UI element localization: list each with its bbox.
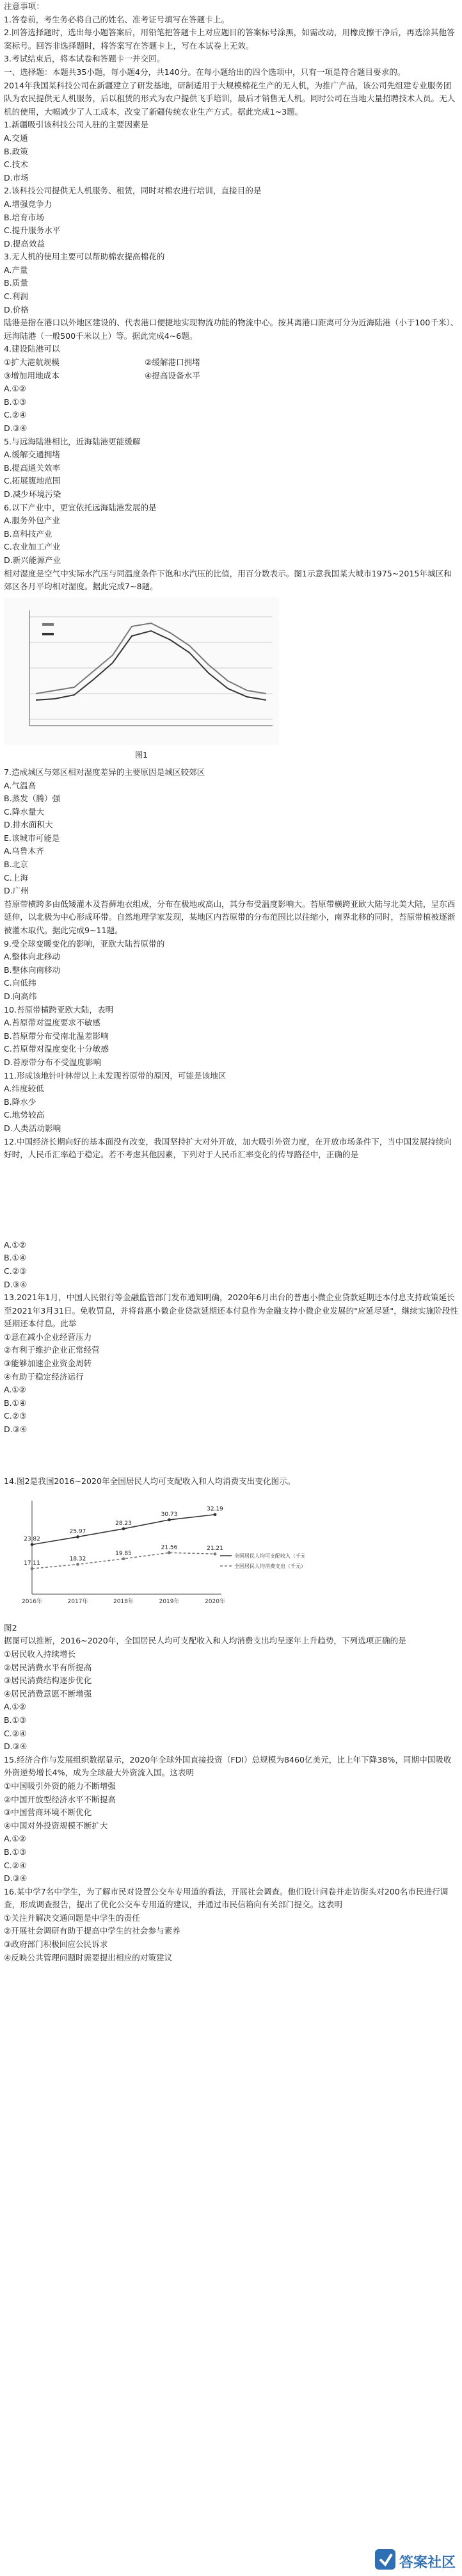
q4-choice-item: ③增加用地成本: [4, 370, 60, 380]
data-label: 21.56: [161, 1544, 178, 1551]
x-tick-label: 2017年: [67, 1599, 88, 1606]
figure-1-caption: 图1: [135, 751, 148, 760]
q4-choice-item: ②缓解港口拥堵: [145, 357, 200, 368]
q5-option: C.拓展腹地范围: [4, 476, 61, 486]
q10-stem: 10.苔原带横跨亚欧大陆，表明: [4, 1004, 114, 1015]
exam-page: [4, 0, 459, 1964]
data-point: [31, 1543, 34, 1546]
q14-option: D.③④: [4, 1741, 28, 1752]
q14-choice: ②居民消费水平有所提高: [4, 1662, 92, 1672]
q2-option: C.提升服务水平: [4, 225, 61, 236]
q14-rest: 据图可以推断，2016~2020年，全国居民人均可支配收入和人均消费支出均呈逐年上升趋势，下列选项正确的是: [4, 1636, 406, 1646]
q2-stem: 2.该科技公司提供无人机服务、租赁，同时对棉农进行培训，直接目的是: [4, 186, 262, 196]
figure-1: [4, 598, 459, 762]
q7-option: B.蒸发（腾）强: [4, 794, 61, 804]
data-label: 32.19: [207, 1506, 223, 1513]
x-tick-label: 2019年: [159, 1599, 180, 1606]
q14-choice: ①居民收入持续增长: [4, 1649, 76, 1659]
q4-option: B.①③: [4, 396, 27, 407]
q2-option: D.提高效益: [4, 238, 45, 249]
data-label: 17.11: [24, 1560, 40, 1567]
q4-option: A.①②: [4, 384, 26, 394]
q11-option: A.纬度较低: [4, 1084, 44, 1094]
q4-choice: [4, 356, 459, 370]
q7-stem: 7.造成城区与郊区相对湿度差异的主要原因是城区较郊区: [4, 767, 205, 777]
x-tick-label: 2018年: [113, 1599, 134, 1606]
q13-option: D.③④: [4, 1424, 28, 1435]
q2-option: B.培育市场: [4, 212, 45, 222]
q13-choice: ③能够加速企业资金周转: [4, 1358, 92, 1369]
q5-option: A.缓解交通拥堵: [4, 450, 60, 460]
q5-option: B.提高通关效率: [4, 462, 61, 473]
q2-option: A.增强竞争力: [4, 199, 52, 209]
q1-option: A.交通: [4, 133, 28, 143]
data-point: [122, 1528, 125, 1531]
q16-choice: ③政府部门积极回应公民诉求: [4, 1939, 108, 1950]
data-point: [122, 1558, 125, 1561]
notice-title: 注意事项：: [4, 1, 44, 11]
legend-label: 全国居民人均可支配收入（千元）: [234, 1553, 305, 1560]
q15-choice: ③中国营商环境不断优化: [4, 1807, 92, 1818]
q11-option: B.降水少: [4, 1096, 36, 1107]
q15-stem: 15.经济合作与发展组织数据显示，2020年全球外国直接投资（FDI）总规模为8460亿美元，比上年下降38%，同期中国吸收外资逆势增长4%，成为全球最大外资流入国。这表明: [4, 1754, 452, 1778]
data-label: 19.85: [115, 1551, 132, 1558]
data-point: [76, 1563, 79, 1566]
income-consumption-chart: [4, 1492, 305, 1613]
passage-3: 相对湿度是空气中实际水汽压与同温度条件下饱和水汽压的比值，用百分数表示。图1示意我国某大城市1975~2015年城区和郊区各月平均相对湿度。据此完成7~8题。: [4, 568, 452, 592]
x-tick-label: 2020年: [205, 1599, 225, 1606]
q15-option: C.②④: [4, 1860, 27, 1870]
q9-option: C.向低纬: [4, 978, 36, 988]
data-label: 25.97: [69, 1528, 86, 1535]
q4-choice-item: ④提高设备水平: [145, 370, 200, 380]
q4-choice-item: ①扩大港航规模: [4, 357, 60, 368]
q13-choice: ①意在减小企业经营压力: [4, 1332, 92, 1342]
q6-option: B.高科技产业: [4, 528, 52, 539]
q10-option: A.苔原带对温度要求不敏感: [4, 1018, 100, 1028]
q10-option: D.苔原带分布不受温度影响: [4, 1057, 102, 1067]
data-point: [214, 1553, 217, 1556]
q14-choice: ④居民消费意愿不断增强: [4, 1688, 92, 1699]
passage-6: 13.2021年1月，中国人民银行等金融监管部门发布通知明确，2020年6月出台的普惠小微企业贷款延期还本付息支持政策延长至2021年3月31日。免收罚息，并将普惠小微企业贷款延期还本付息作为金融支持小微企业发展的"应延尽延"，继续实施阶段性延期还本付息。此举: [4, 1292, 458, 1329]
q4-option: C.②④: [4, 410, 27, 420]
passage-2: 陆港是指在港口以外地区建设的、代表港口便捷地实现物流功能的物流中心。按其离港口距离可分为近海陆港（小于100千米）、远海陆港（一般500千米以上）等。据此完成4~6题。: [4, 318, 459, 341]
q8-option: A.乌鲁木齐: [4, 846, 44, 856]
q1-option: D.市场: [4, 172, 29, 183]
data-point: [168, 1551, 171, 1554]
data-label: 30.73: [161, 1512, 178, 1519]
watermark-text: 答案社区: [399, 2555, 456, 2571]
q16-stem: 16.某中学7名中学生，为了解市民对设置公交车专用道的看法，开展社会调查。他们设计问卷并走访街头对200名市民进行调查，形成调查报告，提出了优化公交车专用道的建议，并通过市民信箱向有关部门提交。这表明: [4, 1886, 449, 1910]
q12-option: A.①②: [4, 1239, 26, 1250]
q7-option: D.排水面积大: [4, 820, 53, 830]
q1-option: C.技术: [4, 159, 28, 170]
q12-option: C.②③: [4, 1266, 27, 1276]
legend-label: 全国居民人均消费支出（千元）: [234, 1563, 305, 1570]
q3-option: C.利润: [4, 291, 28, 302]
q10-option: C.苔原带对温度变化十分敏感: [4, 1044, 109, 1054]
notice-2: 2.回答选择题时，选出每小题答案后，用铅笔把答题卡上对应题目的答案标号涂黑，如需改动，用橡皮擦干净后，再选涂其他答案标号。回答非选择题时，将答案写在答题卡上，写在本试卷上无效。: [4, 28, 455, 51]
q8-option: B.北京: [4, 860, 28, 870]
q11-option: C.地势较高: [4, 1110, 45, 1120]
q7-option: C.降水量大: [4, 806, 45, 817]
q7-option: A.气温高: [4, 780, 36, 790]
data-point: [214, 1513, 217, 1517]
data-label: 28.23: [115, 1520, 132, 1528]
watermark-logo: [375, 2545, 458, 2573]
q14-option: B.①③: [4, 1715, 27, 1725]
q6-option: C.农业加工产业: [4, 542, 61, 552]
section1-intro: 一、选择题：本题共35小题，每小题4分，共140分。在每小题给出的四个选项中，只有一项是符合题目要求的。: [4, 67, 406, 77]
q6-option: D.新兴能源产业: [4, 555, 61, 565]
q14-choice: ③居民消费结构逐步优化: [4, 1675, 92, 1686]
q15-option: A.①②: [4, 1834, 26, 1844]
data-label: 21.21: [207, 1545, 223, 1553]
data-label: 23.82: [24, 1536, 40, 1543]
data-point: [76, 1535, 79, 1538]
q4-stem: 4.建设陆港可以: [4, 344, 60, 354]
q4-option: D.③④: [4, 423, 28, 433]
q16-choice: ④反映公共管理问题时需要提出相应的对策建议: [4, 1952, 173, 1962]
notice-3: 3.考试结束后，将本试卷和答题卡一并交回。: [4, 54, 165, 64]
q15-choice: ②中国开放型经济水平不断提高: [4, 1794, 116, 1804]
q5-option: D.减少环境污染: [4, 489, 61, 499]
figure-2-caption: 图2: [4, 1622, 17, 1633]
q9-option: B.整体向南移动: [4, 965, 61, 975]
q3-option: D.价格: [4, 304, 29, 314]
passage-5: 12.中国经济长期向好的基本面没有改变，我国坚持扩大对外开放，加大吸引外资力度，在开放市场条件下，当中国发展持续向好时，人民币汇率趋于稳定。若不考虑其他因素，下列对于人民币汇率变化的传导路径中，正确的是: [4, 1136, 452, 1160]
q13-option: C.②③: [4, 1411, 27, 1421]
q14-stem: 14.图2是我国2016~2020年全国居民人均可支配收入和人均消费支出变化图示。: [4, 1476, 296, 1486]
q15-choice: ①中国吸引外资的能力不断增强: [4, 1781, 116, 1791]
x-tick-label: 2016年: [22, 1599, 42, 1606]
q16-choice: ①关注并解决交通问题是中学生的责任: [4, 1912, 140, 1923]
q6-stem: 6.以下产业中，更宜依托远海陆港发展的是: [4, 502, 157, 512]
q15-option: D.③④: [4, 1873, 28, 1884]
data-point: [168, 1519, 171, 1522]
q14-option: A.①②: [4, 1702, 26, 1712]
passage-4: 苔原带横跨多由低矮灌木及苔藓地衣组成，分布在极地或高山，其分布受温度影响大。苔原带横跨亚欧大陆与北美大陆，呈东西延伸，以北极为中心形成环带。自然地理学家发现，某地区内苔原带的分布范围比以往缩小，南界北移的同时，苔原带植被逐渐被灌木取代。据此完成9~11题。: [4, 899, 456, 936]
q13-choice: ②有利于维护企业正常经营: [4, 1345, 100, 1355]
q9-option: D.向高纬: [4, 991, 37, 1001]
q1-stem: 1.新疆吸引该科技公司人驻的主要因素是: [4, 120, 149, 130]
q8-option: D.广州: [4, 886, 29, 896]
q10-option: B.苔原带分布受南北温差影响: [4, 1031, 109, 1041]
q9-stem: 9.受全球变暖变化的影响，亚欧大陆苔原带的: [4, 938, 165, 949]
q12-option: B.①④: [4, 1253, 27, 1263]
q3-stem: 3.无人机的使用主要可以帮助棉农提高棉花的: [4, 252, 165, 262]
q9-option: A.整体向北移动: [4, 952, 60, 962]
q11-stem: 11.形成该地针叶林带以上未发现苔原带的原因，可能是该地区: [4, 1070, 227, 1080]
q13-choice: ④有助于稳定经济运行: [4, 1371, 84, 1382]
q12-option: D.③④: [4, 1279, 28, 1289]
q3-option: B.质量: [4, 278, 28, 288]
q3-option: A.产量: [4, 265, 28, 275]
q11-option: D.人类活动影响: [4, 1123, 61, 1133]
q15-choice: ④中国对外投资规模不断扩大: [4, 1820, 108, 1830]
figure-2: [4, 1492, 459, 1618]
q16-choice: ②开展社会调研有助于提高中学生的社会参与素养: [4, 1926, 180, 1936]
humidity-chart: [4, 598, 279, 745]
q8-option: C.上海: [4, 872, 28, 883]
q4-choice: [4, 370, 459, 383]
q15-option: B.①③: [4, 1846, 27, 1857]
q8-stem: E.该城市可能是: [4, 833, 60, 843]
passage-1: 2014年我国某科技公司在新疆建立了研发基地，研制适用于大规模棉花生产的无人机，为推广产品，该公司先组建专业服务团队为农民提供无人机服务，后以租赁的形式为农户提供飞手培训，最后才销售无人机。同时公司在当地大量招聘技术人员。无人机的使用，大幅减少了人工成本，改变了新疆传统农业生产方式。据此完成1~3题。: [4, 80, 456, 117]
q13-option: A.①②: [4, 1385, 26, 1395]
notice-1: 1.答卷前，考生务必将自己的姓名、准考证号填写在答题卡上。: [4, 14, 230, 24]
data-label: 18.32: [69, 1556, 86, 1563]
q5-stem: 5.与远海陆港相比，近海陆港更能缓解: [4, 436, 141, 446]
q14-option: C.②④: [4, 1728, 27, 1738]
q13-option: B.①④: [4, 1398, 27, 1408]
q12-choices: [4, 1162, 459, 1239]
q6-option: A.服务外包产业: [4, 516, 60, 526]
q1-option: B.政策: [4, 146, 28, 156]
data-point: [31, 1567, 34, 1570]
